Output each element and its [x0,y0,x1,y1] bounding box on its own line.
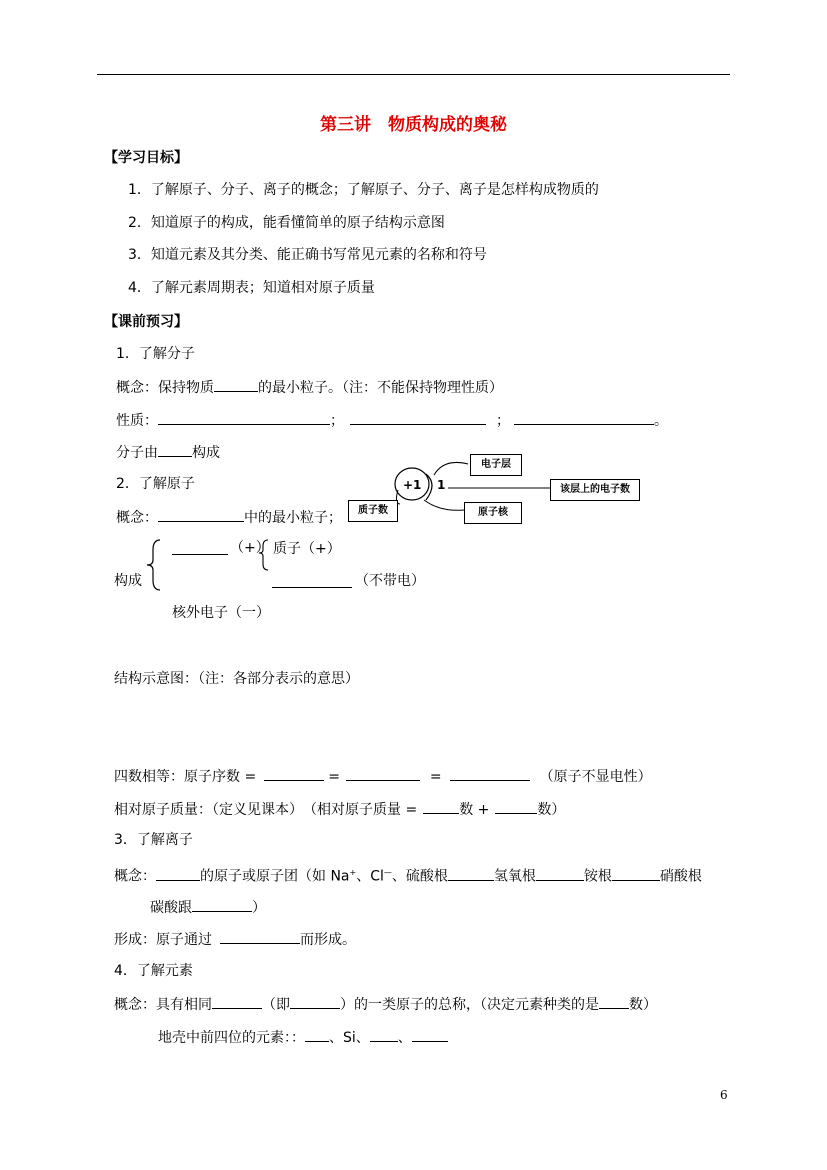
eq-2: = [429,769,442,785]
ion-concept [114,864,702,886]
connector-shell [434,462,468,475]
made-b: 构成 [192,445,220,461]
atom-concept [116,507,342,527]
hydroxide-blank[interactable] [536,866,584,881]
page-number: 6 [720,1088,728,1102]
box-nucleus: 原子核 [464,502,522,524]
goal-item-1: 1．了解原子、分子、离子的概念；了解原子、分子、离子是怎样构成物质的 [128,182,599,198]
molecule-heading: 1．了解分子 [116,346,195,362]
carbonate-blank[interactable] [192,897,252,912]
electron-label: 核外电子（一） [172,605,270,621]
section-preview-heading: 【课前预习】 [104,314,188,330]
box-proton-count: 质子数 [348,500,398,522]
neutron-blank[interactable] [272,573,352,588]
rel-blank-2[interactable] [495,799,537,814]
molecule-properties [116,410,668,430]
prop-end: 。 [654,413,668,429]
ammonium-label: 铵根 [583,868,612,885]
carbonate-label: 碳酸跟 [150,900,192,916]
ion-concept-b: 的原子或原子团（如 Na [200,868,350,885]
ion-concept-c: 、Cl [356,868,384,885]
nitrate-label: 硝酸根 [659,868,702,885]
rel-b: 数 + [459,802,490,818]
made-a: 分子由 [116,445,158,461]
rel-a: 相对原子质量：（定义见课本） （相对原子质量 = [114,802,418,818]
crust-blank-1[interactable] [305,1027,329,1042]
ammonium-blank[interactable] [612,866,660,881]
prop-blank-3[interactable] [514,410,654,425]
page-title: 第三讲 物质构成的奥秘 [320,115,507,135]
goal-item-4: 4．了解元素周期表；知道相对原子质量 [128,280,375,296]
goal-item-2: 2．知道原子的构成，能看懂简单的原子结构示意图 [128,215,445,231]
electron-count-label: 1 [437,478,446,492]
molecule-concept-b: 的最小粒子。（注：不能保持物理性质） [258,380,503,396]
goal-item-3: 3．知道元素及其分类、能正确书写常见元素的名称和符号 [128,247,487,263]
element-concept-d: 数） [629,997,657,1013]
na-superscript: + [349,868,357,877]
compose-label: 构成 [114,573,142,589]
equal-blank-3[interactable] [450,766,530,781]
box-shell-electrons: 该层上的电子数 [550,479,640,501]
element-concept-a: 概念：具有相同 [114,997,212,1013]
ion-concept-a: 概念： [114,868,156,885]
crust-sep-2: 、 [397,1030,412,1046]
cl-superscript: — [383,868,392,877]
atom-concept-blank[interactable] [158,507,244,522]
nucleus-charge: （+） [230,540,270,556]
relative-mass-line [114,799,565,819]
prop-sep-1: ； [330,413,344,429]
eq-1: = [328,769,340,785]
equal-blank-2[interactable] [346,766,420,781]
atom-concept-b: 中的最小粒子； [244,510,342,526]
four-equal-line [114,766,652,786]
element-blank-2[interactable] [290,994,340,1009]
element-concept-b: （即 [262,997,290,1013]
prop-sep-2: ； [496,413,510,429]
element-concept [114,994,657,1014]
molecule-blank[interactable] [214,377,258,392]
element-heading: 4．了解元素 [114,963,193,979]
atom-concept-a: 概念： [116,510,158,526]
carbonate-line [150,897,266,917]
form-a: 形成：原子通过 [114,932,212,948]
header-rule [97,74,730,75]
rel-blank-1[interactable] [423,799,459,814]
section-goals-heading: 【学习目标】 [104,150,188,166]
ion-heading: 3．了解离子 [114,832,193,848]
proton-label: 质子（+） [273,541,341,557]
form-b: 而形成。 [300,932,356,948]
crust-elements [158,1027,448,1047]
ion-concept-d: 、硫酸根 [391,868,448,885]
carbonate-close: ） [252,900,266,916]
equal-note: （原子不显电性） [539,769,652,785]
element-blank-3[interactable] [599,994,629,1009]
prop-blank-1[interactable] [158,410,330,425]
element-blank-1[interactable] [212,994,262,1009]
form-blank[interactable] [220,929,300,944]
ion-formation [114,929,356,949]
molecule-concept [116,377,503,397]
neutron-label: （不带电） [355,573,425,589]
nucleus-label: +1 [403,478,422,492]
compose-brace [144,538,164,592]
made-blank[interactable] [158,442,192,457]
sulfate-blank[interactable] [448,866,494,881]
ion-blank[interactable] [156,866,200,881]
crust-sep-1: 、Si、 [329,1030,370,1046]
element-concept-c: ）的一类原子的总称，（决定元素种类的是 [340,997,599,1013]
molecule-concept-a: 概念：保持物质 [116,380,214,396]
molecule-made-of [116,442,220,462]
crust-blank-2[interactable] [370,1027,398,1042]
rel-c: 数） [537,802,566,818]
four-equal-a: 四数相等：原子序数 = [114,769,257,785]
prop-label: 性质： [116,413,158,429]
equal-blank-1[interactable] [264,766,324,781]
crust-a: 地壳中前四位的元素：： [158,1030,305,1046]
diagram-note: 结构示意图：（注：各部分表示的意思） [114,671,359,687]
nucleus-blank[interactable] [172,540,228,555]
crust-blank-3[interactable] [412,1027,448,1042]
box-electron-shell: 电子层 [470,454,522,476]
atom-heading: 2．了解原子 [116,476,195,492]
prop-blank-2[interactable] [350,410,486,425]
hydroxide-label: 氢氧根 [493,868,536,885]
connector-nucleus [424,500,464,510]
